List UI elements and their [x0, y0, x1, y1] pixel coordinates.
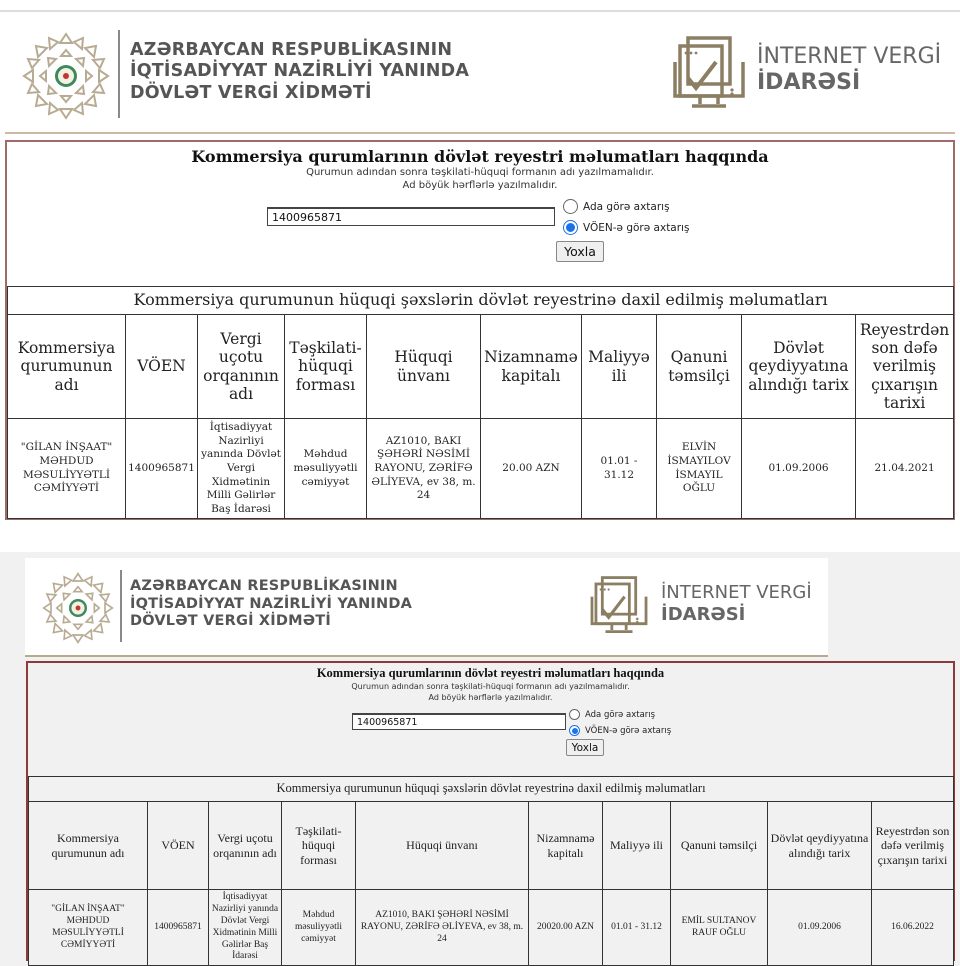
radio-button-selected[interactable] — [563, 220, 578, 235]
table-row — [8, 419, 954, 519]
header-bottom-divider — [5, 132, 955, 134]
registry-table — [7, 286, 954, 519]
search-input[interactable] — [352, 713, 566, 730]
cell-last-extract-date: 16.06.2022 — [872, 890, 954, 966]
cell-voen: 1400965871 — [148, 890, 209, 966]
org-line-3: DÖVLƏT VERGİ XİDMƏTİ — [130, 613, 331, 630]
col-header-last-extract-date: Reyestrdən son dəfə verilmiş çıxarışın tarixi — [872, 802, 954, 890]
cell-last-extract-date: 21.04.2021 — [856, 419, 954, 519]
col-header-registration-date: Dövlət qeydiyyatına alındığı tarix — [742, 315, 856, 419]
org-line-2: İQTİSADİYYAT NAZİRLİYİ YANINDA — [130, 61, 470, 82]
col-header-tax-authority: Vergi uçotu orqanının adı — [198, 315, 285, 419]
search-input[interactable] — [267, 207, 555, 226]
org-line-1: AZƏRBAYCAN RESPUBLİKASININ — [130, 40, 453, 60]
cell-registration-date: 01.09.2006 — [768, 890, 872, 966]
monitor-checkmark-icon — [588, 574, 650, 640]
radio-button[interactable] — [563, 199, 578, 214]
table-header-row — [8, 315, 954, 419]
col-header-charter-capital: Nizamnamə kapitalı — [529, 802, 603, 890]
cell-charter-capital: 20.00 AZN — [481, 419, 582, 519]
registry-table — [28, 776, 954, 966]
header-divider — [120, 570, 122, 642]
radio-label: VÖEN-ə görə axtarış — [583, 221, 690, 234]
cell-tax-authority: İqtisadiyyat Nazirliyi yanında Dövlət Vergi Xidmətinin Milli Gəlirlər Baş İdarəsi — [209, 890, 282, 966]
col-header-fiscal-year: Maliyyə ili — [603, 802, 671, 890]
organization-name — [130, 40, 469, 104]
radio-button[interactable] — [569, 709, 580, 720]
col-header-fiscal-year: Maliyyə ili — [582, 315, 657, 419]
cell-tax-authority: İqtisadiyyat Nazirliyi yanında Dövlət Vergi Xidmətinin Milli Gəlirlər Baş İdarəsi — [198, 419, 285, 519]
table-header-row — [29, 802, 954, 890]
col-header-legal-form: Təşkilati-hüquqi forması — [285, 315, 367, 419]
site-header — [0, 12, 960, 132]
service-name — [661, 582, 812, 625]
form-title: Kommersiya qurumlarının dövlət reyestri məlumatları haqqında — [316, 666, 665, 680]
check-button[interactable]: Yoxla — [566, 739, 604, 756]
radio-label: Ada görə axtarış — [585, 709, 656, 720]
monitor-checkmark-icon — [670, 34, 748, 116]
cell-company-name: "GİLAN İNŞAAT" MƏHDUD MƏSULİYYƏTLİ CƏMİYYƏTİ — [29, 890, 148, 966]
radio-button-selected[interactable] — [569, 725, 580, 736]
cell-legal-address: AZ1010, BAKI ŞƏHƏRİ NƏSİMİ RAYONU, ZƏRİFƏ ƏLİYEVA, ev 38, m. 24 — [356, 890, 529, 966]
header-bottom-divider — [25, 655, 828, 657]
site-header — [25, 558, 828, 656]
service-line-1: İNTERNET VERGİ — [661, 582, 812, 603]
col-header-legal-address: Hüquqi ünvanı — [356, 802, 529, 890]
col-header-registration-date: Dövlət qeydiyyatına alındığı tarix — [768, 802, 872, 890]
org-line-1: AZƏRBAYCAN RESPUBLİKASININ — [130, 578, 398, 594]
cell-legal-form: Məhdud məsuliyyətli cəmiyyət — [285, 419, 367, 519]
state-tax-service-emblem-icon — [22, 32, 110, 120]
table-caption: Kommersiya qurumunun hüquqi şəxslərin dövlət reyestrinə daxil edilmiş məlumatları — [8, 287, 954, 315]
org-line-3: DÖVLƏT VERGİ XİDMƏTİ — [130, 82, 372, 103]
table-caption: Kommersiya qurumunun hüquqi şəxslərin dövlət reyestrinə daxil edilmiş məlumatları — [29, 777, 954, 802]
service-line-1: İNTERNET VERGİ — [757, 44, 942, 69]
form-hint-2: Ad böyük hərflərlə yazılmalıdır. — [402, 180, 558, 191]
cell-legal-representative: EMİL SULTANOV RAUF OĞLU — [671, 890, 768, 966]
registry-panel — [26, 661, 955, 961]
cell-legal-representative: ELVİN İSMAYILOV İSMAYIL OĞLU — [657, 419, 742, 519]
service-name — [757, 44, 941, 97]
radio-search-by-voen[interactable] — [563, 220, 689, 235]
registry-panel — [5, 140, 955, 520]
table-row — [29, 890, 954, 966]
col-header-charter-capital: Nizamnamə kapitalı — [481, 315, 582, 419]
col-header-tax-authority: Vergi uçotu orqanının adı — [209, 802, 282, 890]
state-tax-service-emblem-icon — [42, 572, 114, 644]
form-hint-1: Qurumun adından sonra təşkilati-hüquqi formanın adı yazılmamalıdır. — [306, 167, 654, 178]
cell-fiscal-year: 01.01 - 31.12 — [582, 419, 657, 519]
cell-legal-address: AZ1010, BAKI ŞƏHƏRİ NƏSİMİ RAYONU, ZƏRİFƏ ƏLİYEVA, ev 38, m. 24 — [367, 419, 481, 519]
form-hint-1: Qurumun adından sonra təşkilati-hüquqi formanın adı yazılmamalıdır. — [351, 682, 630, 691]
cell-fiscal-year: 01.01 - 31.12 — [603, 890, 671, 966]
organization-name — [130, 578, 412, 631]
service-line-2: İDARƏSİ — [661, 603, 746, 625]
col-header-legal-address: Hüquqi ünvanı — [367, 315, 481, 419]
col-header-company-name: Kommersiya qurumunun adı — [29, 802, 148, 890]
radio-label: VÖEN-ə görə axtarış — [585, 725, 672, 736]
check-button[interactable]: Yoxla — [556, 241, 604, 262]
col-header-voen: VÖEN — [148, 802, 209, 890]
form-hint-2: Ad böyük hərflərlə yazılmalıdır. — [428, 693, 553, 702]
radio-search-by-voen[interactable] — [569, 725, 671, 736]
radio-search-by-name[interactable] — [563, 199, 670, 214]
cell-charter-capital: 20020.00 AZN — [529, 890, 603, 966]
org-line-2: İQTİSADİYYAT NAZİRLİYİ YANINDA — [130, 595, 413, 612]
col-header-legal-form: Təşkilati-hüquqi forması — [282, 802, 356, 890]
search-form — [28, 666, 953, 703]
col-header-voen: VÖEN — [126, 315, 198, 419]
service-line-2: İDARƏSİ — [757, 70, 861, 96]
cell-voen: 1400965871 — [126, 419, 198, 519]
cell-company-name: "GİLAN İNŞAAT" MƏHDUD MƏSULİYYƏTLİ CƏMİYYƏTİ — [8, 419, 126, 519]
search-form — [7, 147, 953, 192]
col-header-legal-representative: Qanuni təmsilçi — [657, 315, 742, 419]
cell-legal-form: Məhdud məsuliyyətli cəmiyyət — [282, 890, 356, 966]
col-header-company-name: Kommersiya qurumunun adı — [8, 315, 126, 419]
cell-registration-date: 01.09.2006 — [742, 419, 856, 519]
col-header-last-extract-date: Reyestrdən son dəfə verilmiş çıxarışın tarixi — [856, 315, 954, 419]
radio-search-by-name[interactable] — [569, 709, 655, 720]
form-title: Kommersiya qurumlarının dövlət reyestri məlumatları haqqında — [191, 147, 769, 166]
header-divider — [118, 30, 120, 118]
col-header-legal-representative: Qanuni təmsilçi — [671, 802, 768, 890]
radio-label: Ada görə axtarış — [583, 200, 670, 213]
